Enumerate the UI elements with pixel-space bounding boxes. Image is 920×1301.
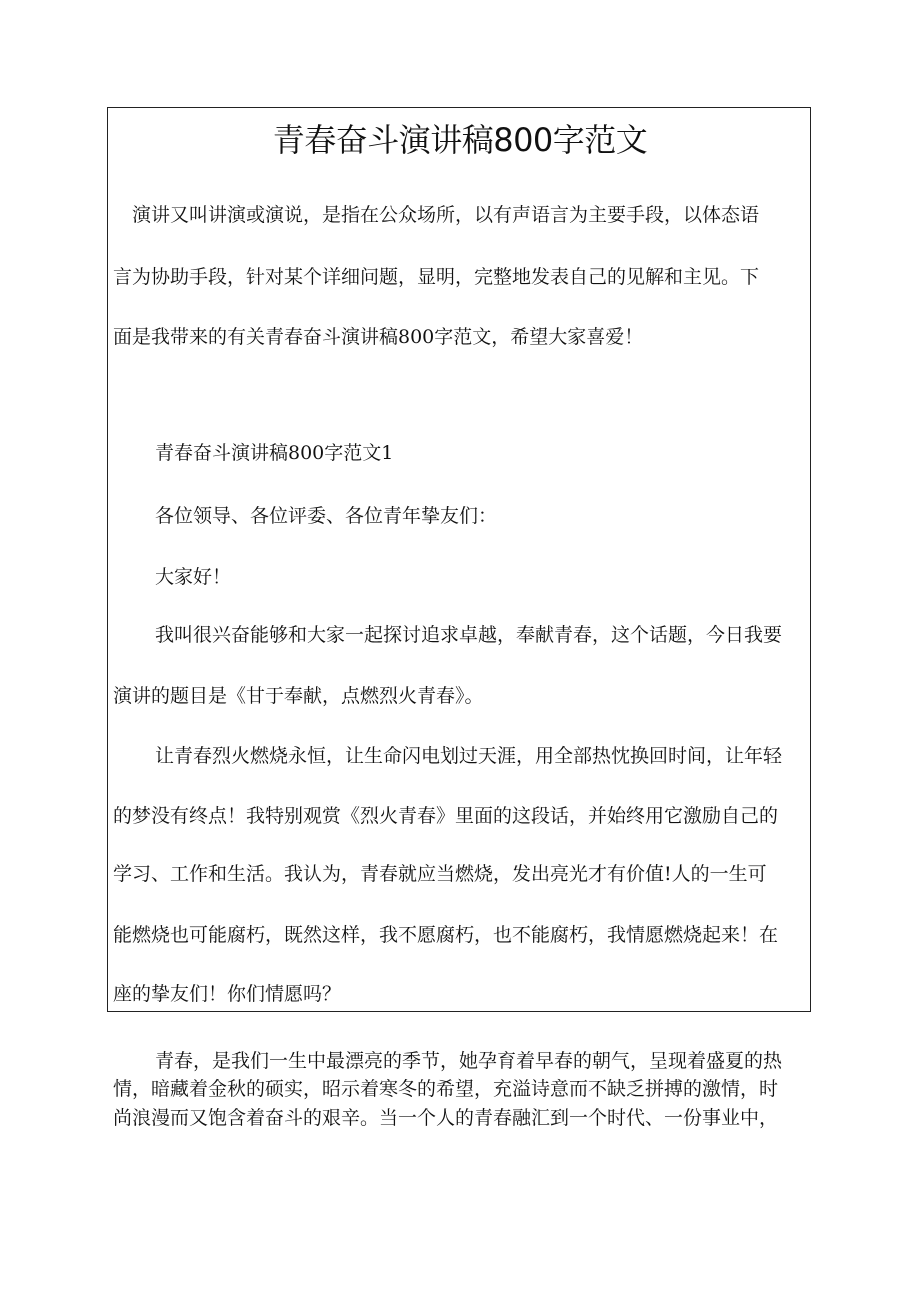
intro-line-1: 演讲又叫讲演或演说，是指在公众场所，以有声语言为主要手段，以体态语 — [132, 204, 760, 226]
para2-line-2: 的梦没有终点！我特别观赏《烈火青春》里面的这段话，并始终用它激励自己的 — [113, 805, 779, 827]
intro-line-3: 面是我带来的有关青春奋斗演讲稿800字范文，希望大家喜爱！ — [113, 326, 644, 348]
para2-line-1: 让青春烈火燃烧永恒，让生命闪电划过天涯，用全部热忱换回时间，让年轻 — [155, 745, 783, 767]
para2-line-3: 学习、工作和生活。我认为，青春就应当燃烧，发出亮光才有价值!人的一生可 — [113, 863, 767, 885]
para2-line-4: 能燃烧也可能腐朽，既然这样，我不愿腐朽，也不能腐朽，我情愿燃烧起来！在 — [113, 924, 779, 946]
para2-line-5: 座的挚友们！你们情愿吗？ — [113, 983, 342, 1005]
para3-line-2: 情，暗藏着金秋的硕实，昭示着寒冬的希望，充溢诗意而不缺乏拼搏的激情，时 — [113, 1078, 779, 1100]
section-heading: 青春奋斗演讲稿800字范文1 — [155, 442, 394, 464]
greeting: 大家好！ — [155, 566, 232, 588]
para1-line-1: 我叫很兴奋能够和大家一起探讨追求卓越，奉献青春，这个话题，今日我要 — [155, 624, 783, 646]
para3-line-1: 青春，是我们一生中最漂亮的季节，她孕育着早春的朝气，呈现着盛夏的热 — [155, 1050, 783, 1072]
intro-line-2: 言为协助手段，针对某个详细问题，显明，完整地发表自己的见解和主见。下 — [113, 266, 760, 288]
para1-line-2: 演讲的题目是《甘于奉献，点燃烈火青春》。 — [113, 685, 484, 707]
page-title: 青春奋斗演讲稿800字范文 — [272, 121, 648, 159]
salutation: 各位领导、各位评委、各位青年挚友们： — [155, 505, 498, 527]
para3-line-3: 尚浪漫而又饱含着奋斗的艰辛。当一个人的青春融汇到一个时代、一份事业中， — [113, 1107, 779, 1129]
